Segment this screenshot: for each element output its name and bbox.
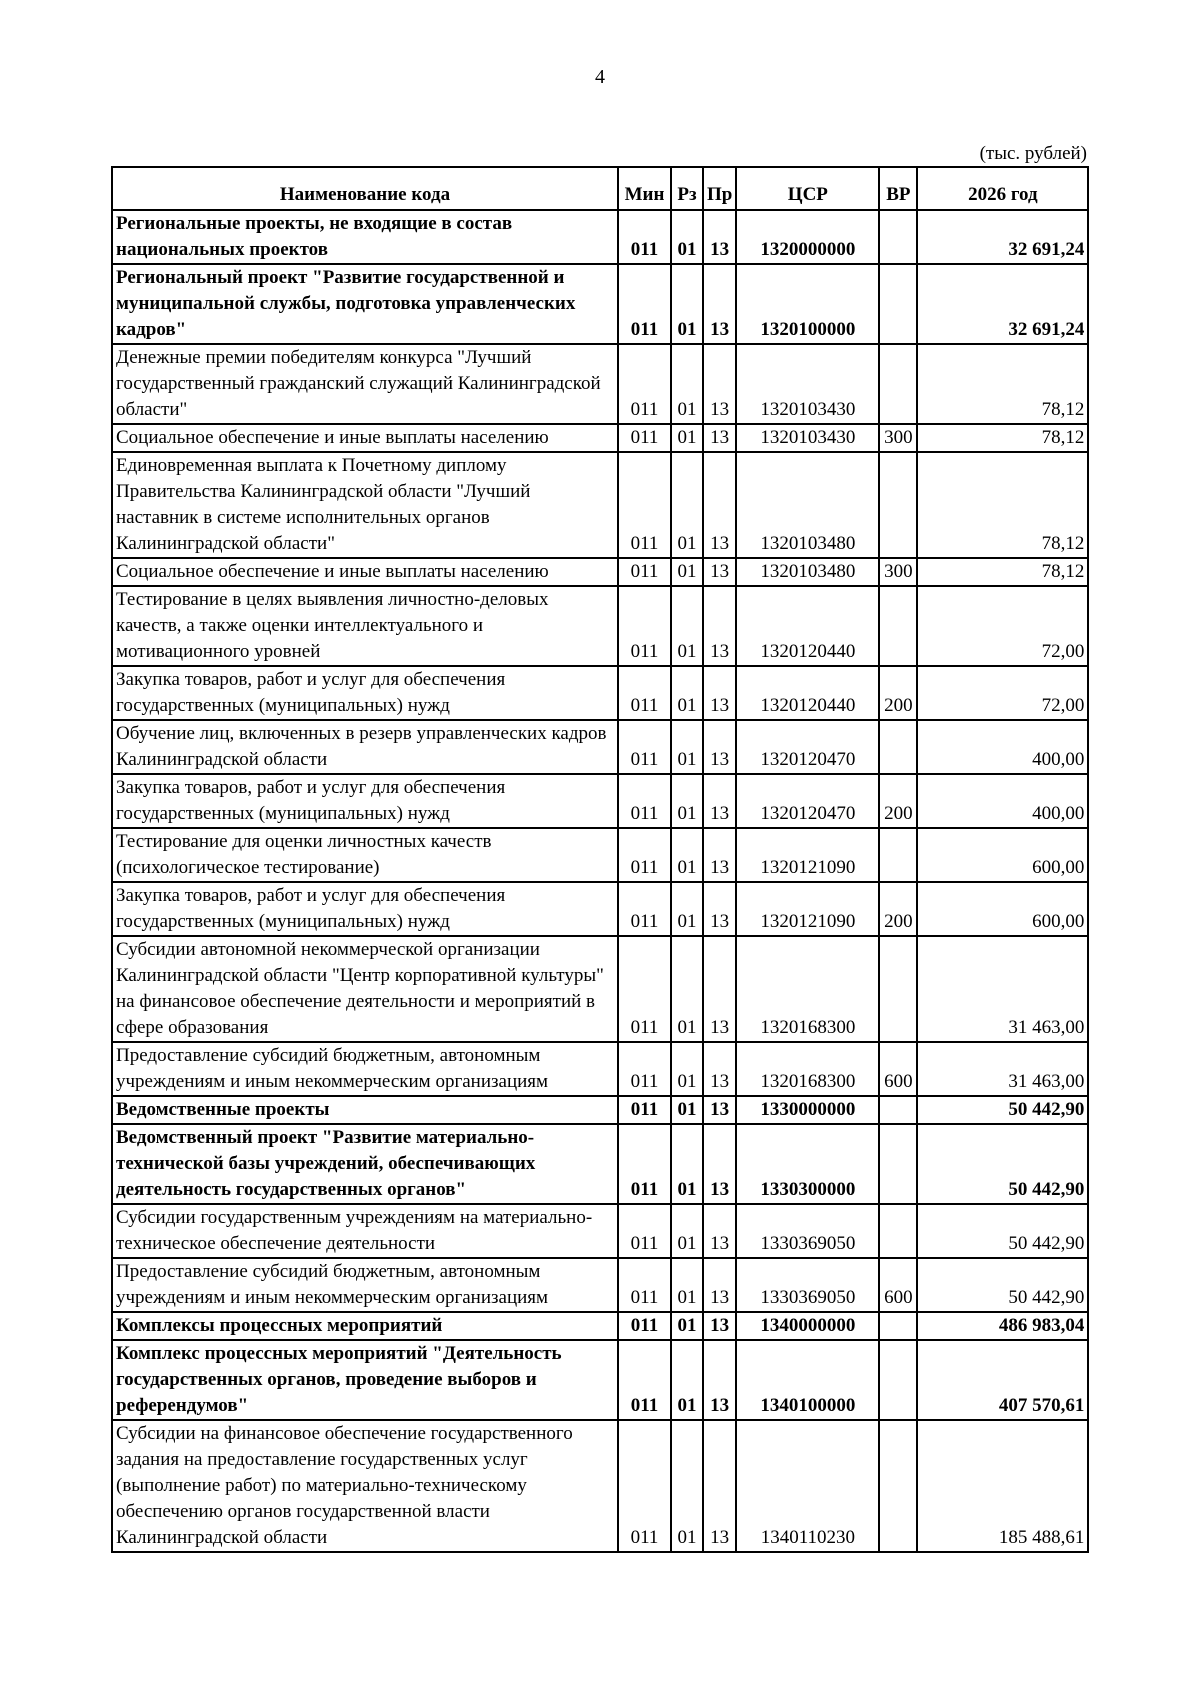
units-label: (тыс. рублей) — [979, 143, 1087, 164]
table-row — [112, 558, 1088, 586]
row-min: 011 — [618, 828, 671, 882]
row-rz: 01 — [671, 1096, 703, 1124]
row-rz: 01 — [671, 210, 703, 264]
row-pr: 13 — [703, 882, 736, 936]
table-body — [112, 210, 1088, 1552]
row-rz: 01 — [671, 666, 703, 720]
row-vr — [879, 936, 917, 1042]
row-csr: 1320120440 — [736, 586, 879, 666]
row-min: 011 — [618, 344, 671, 424]
table-row — [112, 774, 1088, 828]
row-csr: 1340100000 — [736, 1340, 879, 1420]
row-name: Обучение лиц, включенных в резерв управленческих кадров Калининградской области — [112, 720, 618, 774]
table-row — [112, 720, 1088, 774]
row-amount: 486 983,04 — [917, 1312, 1088, 1340]
table-row — [112, 264, 1088, 344]
row-vr — [879, 264, 917, 344]
row-csr: 1320120470 — [736, 720, 879, 774]
row-rz: 01 — [671, 774, 703, 828]
header-pr: Пр — [703, 167, 736, 210]
table-header-row — [112, 167, 1088, 210]
row-csr: 1320100000 — [736, 264, 879, 344]
row-min: 011 — [618, 1204, 671, 1258]
row-csr: 1330000000 — [736, 1096, 879, 1124]
row-vr — [879, 1340, 917, 1420]
row-min: 011 — [618, 774, 671, 828]
row-rz: 01 — [671, 264, 703, 344]
row-name: Социальное обеспечение и иные выплаты населению — [112, 424, 618, 452]
row-pr: 13 — [703, 424, 736, 452]
row-pr: 13 — [703, 1096, 736, 1124]
table-row — [112, 1096, 1088, 1124]
row-vr — [879, 828, 917, 882]
row-vr — [879, 344, 917, 424]
row-name: Денежные премии победителям конкурса "Лучший государственный гражданский служащий Калининградской области" — [112, 344, 618, 424]
row-csr: 1320168300 — [736, 1042, 879, 1096]
row-min: 011 — [618, 264, 671, 344]
row-amount: 50 442,90 — [917, 1124, 1088, 1204]
row-amount: 32 691,24 — [917, 210, 1088, 264]
row-amount: 400,00 — [917, 720, 1088, 774]
row-amount: 50 442,90 — [917, 1204, 1088, 1258]
table-row — [112, 1204, 1088, 1258]
row-name: Закупка товаров, работ и услуг для обеспечения государственных (муниципальных) нужд — [112, 666, 618, 720]
row-name: Субсидии на финансовое обеспечение государственного задания на предоставление государственных услуг (выполнение работ) по материально-техническому обеспечению органов государственной власти Калининградской области — [112, 1420, 618, 1552]
row-amount: 185 488,61 — [917, 1420, 1088, 1552]
row-csr: 1320120470 — [736, 774, 879, 828]
row-amount: 600,00 — [917, 882, 1088, 936]
row-rz: 01 — [671, 1340, 703, 1420]
row-name: Субсидии государственным учреждениям на материально-техническое обеспечение деятельности — [112, 1204, 618, 1258]
table-row — [112, 1042, 1088, 1096]
row-pr: 13 — [703, 344, 736, 424]
row-vr: 600 — [879, 1258, 917, 1312]
row-csr: 1320103480 — [736, 558, 879, 586]
row-pr: 13 — [703, 720, 736, 774]
table-row — [112, 452, 1088, 558]
row-pr: 13 — [703, 1204, 736, 1258]
row-min: 011 — [618, 210, 671, 264]
header-name: Наименование кода — [112, 167, 618, 210]
row-rz: 01 — [671, 936, 703, 1042]
row-pr: 13 — [703, 1258, 736, 1312]
row-csr: 1320120440 — [736, 666, 879, 720]
row-rz: 01 — [671, 1124, 703, 1204]
row-csr: 1320103430 — [736, 344, 879, 424]
row-vr: 200 — [879, 882, 917, 936]
row-name: Закупка товаров, работ и услуг для обеспечения государственных (муниципальных) нужд — [112, 882, 618, 936]
row-name: Тестирование для оценки личностных качеств (психологическое тестирование) — [112, 828, 618, 882]
row-name: Региональный проект "Развитие государственной и муниципальной службы, подготовка управленческих кадров" — [112, 264, 618, 344]
row-csr: 1340110230 — [736, 1420, 879, 1552]
row-rz: 01 — [671, 882, 703, 936]
row-min: 011 — [618, 1042, 671, 1096]
row-amount: 31 463,00 — [917, 1042, 1088, 1096]
row-amount: 72,00 — [917, 586, 1088, 666]
row-rz: 01 — [671, 1042, 703, 1096]
row-min: 011 — [618, 1312, 671, 1340]
row-vr: 600 — [879, 1042, 917, 1096]
row-csr: 1340000000 — [736, 1312, 879, 1340]
row-csr: 1330300000 — [736, 1124, 879, 1204]
table-row — [112, 1340, 1088, 1420]
row-name: Единовременная выплата к Почетному диплому Правительства Калининградской области "Лучший наставник в системе исполнительных органов Калининградской области" — [112, 452, 618, 558]
header-min: Мин — [618, 167, 671, 210]
row-pr: 13 — [703, 1420, 736, 1552]
row-csr: 1320000000 — [736, 210, 879, 264]
row-rz: 01 — [671, 344, 703, 424]
table-row — [112, 666, 1088, 720]
row-min: 011 — [618, 936, 671, 1042]
budget-table — [111, 166, 1089, 1553]
row-vr: 200 — [879, 774, 917, 828]
row-amount: 78,12 — [917, 424, 1088, 452]
row-rz: 01 — [671, 452, 703, 558]
table-row — [112, 1258, 1088, 1312]
row-amount: 407 570,61 — [917, 1340, 1088, 1420]
table-row — [112, 882, 1088, 936]
row-vr — [879, 1124, 917, 1204]
row-vr — [879, 586, 917, 666]
table-row — [112, 1124, 1088, 1204]
row-name: Комплекс процессных мероприятий "Деятельность государственных органов, проведение выборов и референдумов" — [112, 1340, 618, 1420]
row-min: 011 — [618, 558, 671, 586]
row-amount: 50 442,90 — [917, 1258, 1088, 1312]
table-row — [112, 586, 1088, 666]
row-pr: 13 — [703, 936, 736, 1042]
row-pr: 13 — [703, 666, 736, 720]
table-row — [112, 828, 1088, 882]
row-amount: 72,00 — [917, 666, 1088, 720]
row-vr — [879, 1312, 917, 1340]
row-pr: 13 — [703, 1124, 736, 1204]
row-pr: 13 — [703, 452, 736, 558]
row-vr — [879, 210, 917, 264]
row-amount: 400,00 — [917, 774, 1088, 828]
row-name: Региональные проекты, не входящие в состав национальных проектов — [112, 210, 618, 264]
row-name: Тестирование в целях выявления личностно-деловых качеств, а также оценки интеллектуального и мотивационного уровней — [112, 586, 618, 666]
row-min: 011 — [618, 452, 671, 558]
row-rz: 01 — [671, 1420, 703, 1552]
row-amount: 78,12 — [917, 558, 1088, 586]
row-pr: 13 — [703, 1312, 736, 1340]
row-rz: 01 — [671, 828, 703, 882]
page-number: 4 — [595, 66, 605, 88]
row-name: Предоставление субсидий бюджетным, автономным учреждениям и иным некоммерческим организациям — [112, 1042, 618, 1096]
table-row — [112, 344, 1088, 424]
row-csr: 1320103430 — [736, 424, 879, 452]
row-name: Закупка товаров, работ и услуг для обеспечения государственных (муниципальных) нужд — [112, 774, 618, 828]
row-vr: 300 — [879, 424, 917, 452]
row-csr: 1330369050 — [736, 1258, 879, 1312]
row-pr: 13 — [703, 1340, 736, 1420]
row-name: Субсидии автономной некоммерческой организации Калининградской области "Центр корпоративной культуры" на финансовое обеспечение деятельности и мероприятий в сфере образования — [112, 936, 618, 1042]
row-csr: 1330369050 — [736, 1204, 879, 1258]
header-amount: 2026 год — [917, 167, 1088, 210]
row-pr: 13 — [703, 828, 736, 882]
row-min: 011 — [618, 666, 671, 720]
row-name: Ведомственный проект "Развитие материально-технической базы учреждений, обеспечивающих деятельность государственных органов" — [112, 1124, 618, 1204]
row-amount: 31 463,00 — [917, 936, 1088, 1042]
row-min: 011 — [618, 1258, 671, 1312]
table-row — [112, 936, 1088, 1042]
row-amount: 32 691,24 — [917, 264, 1088, 344]
row-vr — [879, 1204, 917, 1258]
row-rz: 01 — [671, 1312, 703, 1340]
row-pr: 13 — [703, 264, 736, 344]
row-csr: 1320168300 — [736, 936, 879, 1042]
row-name: Ведомственные проекты — [112, 1096, 618, 1124]
row-min: 011 — [618, 1420, 671, 1552]
header-rz: Рз — [671, 167, 703, 210]
row-csr: 1320121090 — [736, 882, 879, 936]
row-vr — [879, 1096, 917, 1124]
table-row — [112, 1312, 1088, 1340]
row-pr: 13 — [703, 774, 736, 828]
table-row — [112, 210, 1088, 264]
row-min: 011 — [618, 424, 671, 452]
row-min: 011 — [618, 720, 671, 774]
row-name: Предоставление субсидий бюджетным, автономным учреждениям и иным некоммерческим организациям — [112, 1258, 618, 1312]
row-rz: 01 — [671, 586, 703, 666]
row-name: Социальное обеспечение и иные выплаты населению — [112, 558, 618, 586]
header-csr: ЦСР — [736, 167, 879, 210]
row-vr: 200 — [879, 666, 917, 720]
row-min: 011 — [618, 586, 671, 666]
row-name: Комплексы процессных мероприятий — [112, 1312, 618, 1340]
row-vr — [879, 720, 917, 774]
row-rz: 01 — [671, 1204, 703, 1258]
table-row — [112, 424, 1088, 452]
row-pr: 13 — [703, 1042, 736, 1096]
row-min: 011 — [618, 1096, 671, 1124]
row-rz: 01 — [671, 424, 703, 452]
row-vr: 300 — [879, 558, 917, 586]
row-pr: 13 — [703, 210, 736, 264]
row-amount: 600,00 — [917, 828, 1088, 882]
row-amount: 78,12 — [917, 452, 1088, 558]
row-csr: 1320103480 — [736, 452, 879, 558]
row-vr — [879, 452, 917, 558]
row-csr: 1320121090 — [736, 828, 879, 882]
row-amount: 50 442,90 — [917, 1096, 1088, 1124]
row-rz: 01 — [671, 1258, 703, 1312]
row-min: 011 — [618, 882, 671, 936]
row-min: 011 — [618, 1124, 671, 1204]
table-row — [112, 1420, 1088, 1552]
row-pr: 13 — [703, 586, 736, 666]
row-pr: 13 — [703, 558, 736, 586]
row-amount: 78,12 — [917, 344, 1088, 424]
header-vr: ВР — [879, 167, 917, 210]
row-min: 011 — [618, 1340, 671, 1420]
row-vr — [879, 1420, 917, 1552]
row-rz: 01 — [671, 720, 703, 774]
row-rz: 01 — [671, 558, 703, 586]
